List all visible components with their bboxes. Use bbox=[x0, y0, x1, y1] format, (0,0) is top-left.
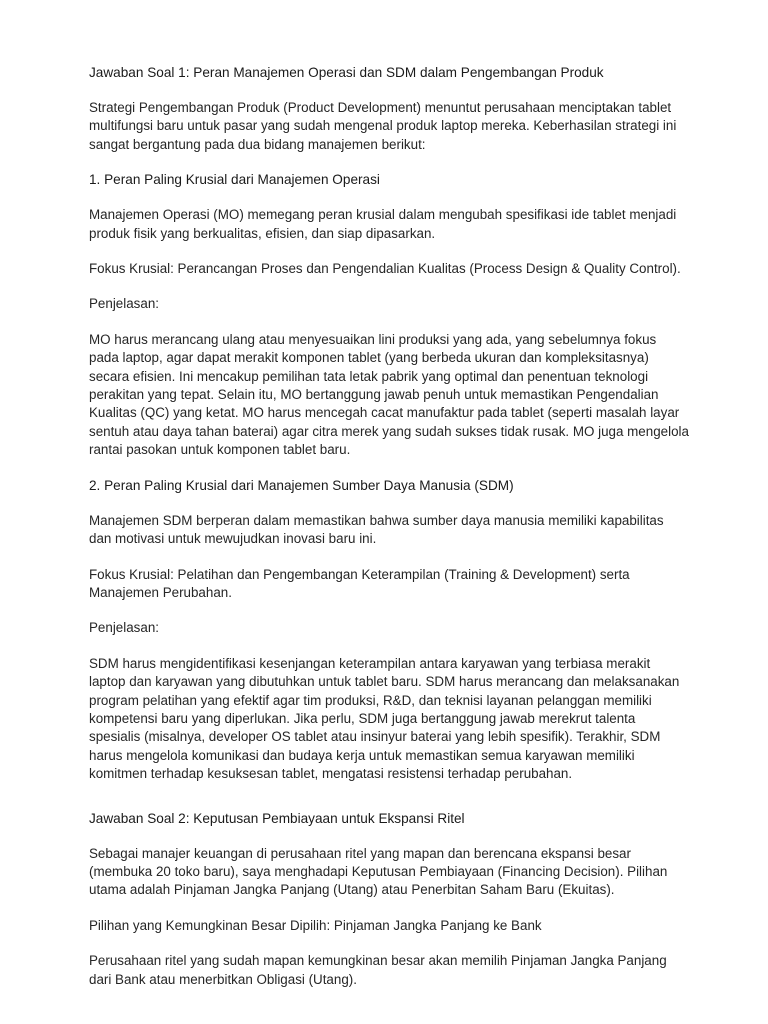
section-1-paragraph: Manajemen Operasi (MO) memegang peran krusial dalam mengubah spesifikasi ide tablet menjadi produk fisik yang berkualitas, efisien, dan siap dipasarkan. bbox=[89, 207, 677, 241]
section-1-explanation: MO harus merancang ulang atau menyesuaikan lini produksi yang ada, yang sebelumnya fokus pada laptop, agar dapat merakit komponen tablet (yang berbeda ukuran dan kompleksitasnya) secara efisien. Ini mencakup pemilihan tata letak pabrik yang optimal dan penentuan teknologi perakitan yang tepat. Selain itu, MO bertanggung jawab penuh untuk memastikan Pengendalian Kualitas (QC) yang ketat. MO harus mencegah cacat manufaktur pada tablet (seperti masalah layar sentuh atau daya tahan baterai) agar citra merek yang sudah sukses tidak rusak. MO juga mengelola rantai pasokan untuk komponen tablet baru. bbox=[89, 331, 689, 458]
section-2-explanation: SDM harus mengidentifikasi kesenjangan keterampilan antara karyawan yang terbiasa merakit laptop dan karyawan yang dibutuhkan untuk tablet baru. SDM harus merancang dan melaksanakan program pelatihan yang efektif agar tim produksi, R&D, dan teknisi layanan pelanggan memiliki kompetensi baru yang diperlukan. Jika perlu, SDM juga bertanggung jawab merekrut talenta spesialis (misalnya, developer OS tablet atau insinyur baterai yang lebih spesifik). Terakhir, SDM harus mengelola komunikasi dan budaya kerja untuk memastikan semua karyawan memiliki komitmen terhadap kesuksesan tablet, mengatasi resistensi terhadap perubahan. bbox=[89, 655, 680, 782]
answer-1-intro: Strategi Pengembangan Produk (Product Development) menuntut perusahaan menciptakan tablet multifungsi baru untuk pasar yang sudah mengenal produk laptop mereka. Keberhasilan strategi ini sangat bergantung pada dua bidang manajemen berikut: bbox=[89, 100, 677, 152]
choice-line: Pilihan yang Kemungkinan Besar Dipilih: Pinjaman Jangka Panjang ke Bank bbox=[89, 917, 542, 933]
answer-1-title: Jawaban Soal 1: Peran Manajemen Operasi dan SDM dalam Pengembangan Produk bbox=[89, 65, 604, 80]
section-1-explanation-label: Penjelasan: bbox=[89, 296, 159, 312]
choice-explanation: Perusahaan ritel yang sudah mapan kemungkinan besar akan memilih Pinjaman Jangka Panjang dari Bank atau menerbitkan Obligasi (Utang). bbox=[89, 953, 667, 987]
section-2-explanation-label: Penjelasan: bbox=[89, 620, 159, 636]
answer-2-intro: Sebagai manajer keuangan di perusahaan ritel yang mapan dan berencana ekspansi besar (membuka 20 toko baru), saya menghadapi Keputusan Pembiayaan (Financing Decision). Pilihan utama adalah Pinjaman Jangka Panjang (Utang) atau Penerbitan Saham Baru (Ekuitas). bbox=[89, 845, 668, 898]
section-2-focus: Fokus Krusial: Pelatihan dan Pengembangan Keterampilan (Training & Development) serta Manajemen Perubahan. bbox=[89, 566, 630, 600]
section-1-focus: Fokus Krusial: Perancangan Proses dan Pengendalian Kualitas (Process Design & Quality Control). bbox=[89, 261, 681, 277]
document-page bbox=[89, 64, 689, 989]
section-1-heading: 1. Peran Paling Krusial dari Manajemen Operasi bbox=[89, 172, 380, 188]
answer-2-title: Jawaban Soal 2: Keputusan Pembiayaan untuk Ekspansi Ritel bbox=[89, 810, 465, 826]
section-2-heading: 2. Peran Paling Krusial dari Manajemen Sumber Daya Manusia (SDM) bbox=[89, 477, 514, 493]
section-2-paragraph: Manajemen SDM berperan dalam memastikan bahwa sumber daya manusia memiliki kapabilitas dan motivasi untuk mewujudkan inovasi baru ini. bbox=[89, 512, 664, 547]
